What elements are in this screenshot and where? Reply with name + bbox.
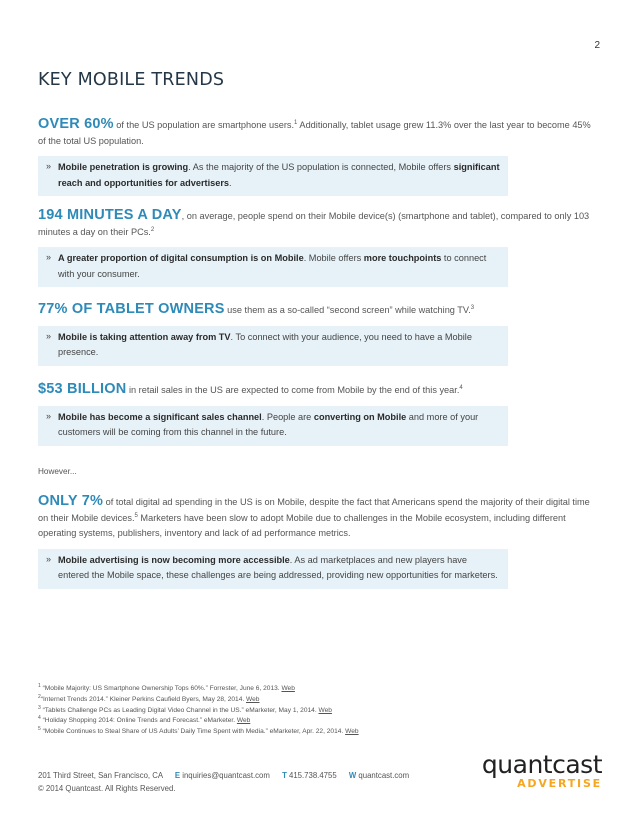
footnote: $^2$“Internet Trends 2014.” Kleiner Perkins Caufield Byers, May 28, 2014. Web [38, 693, 260, 703]
stat-highlight: ONLY 7% [38, 493, 104, 509]
callout-box: » Mobile advertising is now becoming more accessible. As ad marketplaces and new players have entered the Mobile space, these challenges are being addressed, providing new opportunities for marketers. [38, 549, 508, 589]
contact-line [38, 769, 409, 782]
trend-section-minutes [38, 208, 598, 287]
stat-highlight: 194 MINUTES A DAY [38, 207, 182, 223]
footnote-link[interactable]: Web [281, 685, 295, 692]
logo-wordmark: quantcast [481, 750, 602, 779]
chevron-right-icon: » [46, 252, 52, 262]
footnote-link[interactable]: Web [318, 706, 332, 714]
footnote: $^4$ “Holiday Shopping 2014: Online Trends and Forecast.” eMarketer. Web [38, 715, 251, 725]
transition-text: However... [38, 467, 77, 476]
callout-box: » Mobile is taking attention away from TV. To connect with your audience, you need to have a Mobile presence. [38, 326, 508, 366]
footnote: $^5$ “Mobile Continues to Steal Share of US Adults’ Daily Time Spent with Media.” eMarketer, Apr. 22, 2014. Web [38, 726, 359, 736]
website-link[interactable]: quantcast.com [358, 771, 410, 780]
callout-box: » Mobile has become a significant sales channel. People are converting on Mobile and more of your customers will be coming from this channel in the future. [38, 406, 508, 446]
trend-lead: $53 BILLION in retail sales in the US are expected to come from Mobile by the end of this year.$^4$ [38, 381, 463, 397]
email-link[interactable]: inquiries@quantcast.com [182, 771, 270, 780]
chevron-right-icon: » [46, 161, 52, 171]
web-label: W [348, 771, 357, 780]
footer [38, 769, 409, 795]
trend-section-smartphone [38, 117, 598, 196]
footnotes [38, 684, 359, 738]
trend-lead: 77% OF TABLET OWNERS use them as a so-called “second screen” while watching TV.$^3$ [38, 301, 475, 317]
trend-lead: 194 MINUTES A DAY, on average, people spend on their Mobile device(s) (smartphone and tablet), compared to only 103 minutes a day on their PCs.$^2$ [38, 207, 590, 237]
page-number: 2 [594, 40, 600, 51]
address: 201 Third Street, San Francisco, CA [38, 771, 163, 780]
chevron-right-icon: » [46, 410, 52, 421]
trend-section-retail [38, 382, 598, 446]
trend-section-adspend [38, 494, 598, 589]
copyright: © 2014 Quantcast. All Rights Reserved. [38, 784, 176, 793]
email-label: E [174, 771, 181, 780]
phone-number: 415.738.4755 [289, 771, 337, 780]
logo-subtitle: ADVERTISE [517, 777, 602, 790]
footnote: $^1$ “Mobile Majority: US Smartphone Ownership Tops 60%.” Forrester, June 6, 2013. Web [38, 682, 295, 692]
footnote-link[interactable]: Web [345, 728, 359, 736]
stat-highlight: OVER 60% [38, 116, 114, 132]
footnote-link[interactable]: Web [236, 717, 251, 725]
quantcast-logo [482, 752, 602, 790]
trend-section-tablet [38, 302, 598, 366]
chevron-right-icon: » [46, 553, 52, 564]
footnote: $^3$ “Tablets Challenge PCs as Leading Digital Video Channel in the US.” eMarketer, May 1, 2014. Web [38, 704, 332, 714]
stat-highlight: 77% OF TABLET OWNERS [38, 301, 225, 317]
page-title: KEY MOBILE TRENDS [38, 70, 225, 90]
callout-box: » A greater proportion of digital consumption is on Mobile. Mobile offers more touchpoints to connect with your consumer. [38, 247, 508, 287]
stat-highlight: $53 BILLION [38, 381, 127, 397]
trend-lead: OVER 60% of the US population are smartphone users.$^1$ Additionally, tablet usage grew 11.3% over the last year to become 45% of the total US population. [38, 116, 591, 146]
phone-label: T [282, 771, 287, 780]
trend-lead: ONLY 7% of total digital ad spending in the US is on Mobile, despite the fact that Americans spend the majority of their digital time on their Mobile devices.$^5$ Marketers have been slow to adopt Mobile due to challenges in the Mobile ecosystem, including different operating systems, publishers, inventory and lack of ad performance metrics. [38, 493, 590, 538]
chevron-right-icon: » [46, 330, 52, 341]
footnote-link[interactable]: Web [246, 695, 260, 703]
callout-box: » Mobile penetration is growing. As the majority of the US population is connected, Mobile offers significant reach and opportunities for advertisers. [38, 156, 508, 196]
